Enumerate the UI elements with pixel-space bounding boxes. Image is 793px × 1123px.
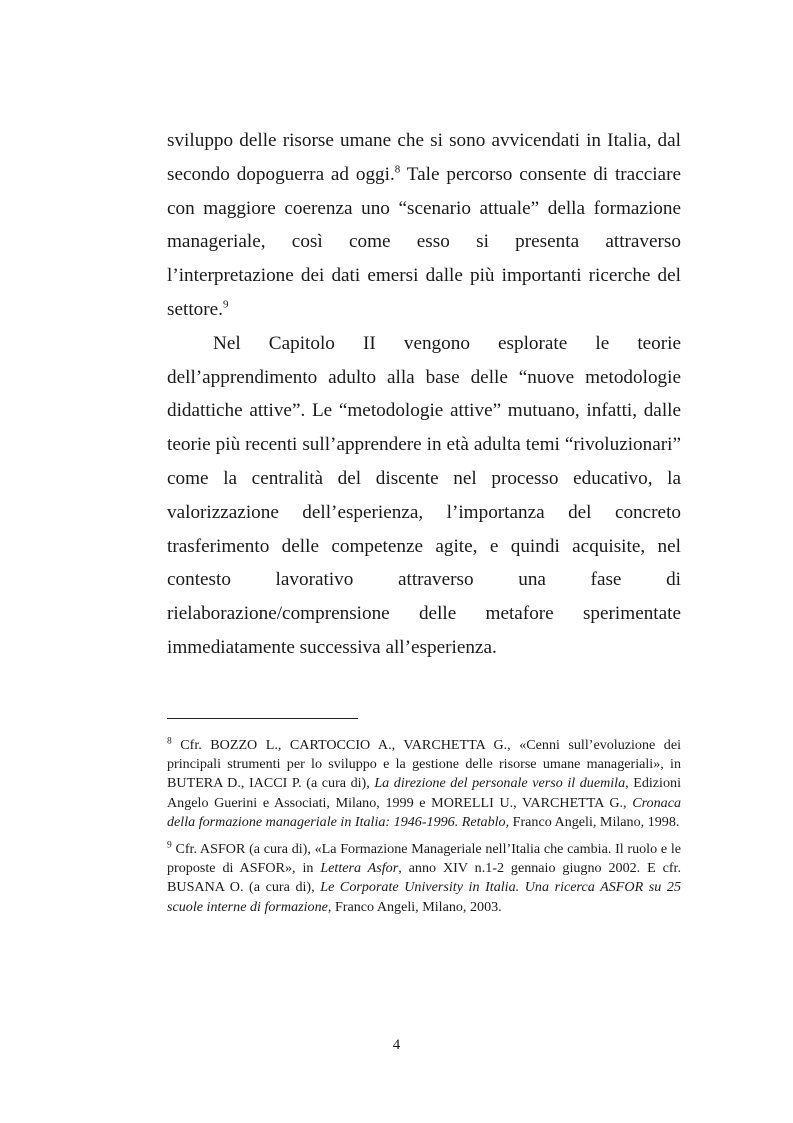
footnote-8-text-b: , Edizioni Angelo Guerini e Associati, Milano, 1999 e MORELLI U., VARCHETTA G.,	[167, 775, 681, 811]
footnote-separator	[167, 718, 358, 719]
paragraph-1	[167, 124, 681, 327]
paragraph-2: Nel Capitolo II vengono esplorate le teorie dell’apprendimento adulto alla base delle “nuove metodologie didattiche attive”. Le “metodologie attive” mutuano, infatti, dalle teorie più recenti sull’apprendere in età adulta temi “rivoluzionari” come la centralità del discente nel processo educativo, la valorizzazione dell’esperienza, l’importanza del concreto trasferimento delle competenze agite, e quindi acquisite, nel contesto lavorativo attraverso una fase di rielaborazione/comprensione delle metafore sperimentate immediatamente successiva all’esperienza.	[167, 332, 681, 658]
paragraph-1-text-a: sviluppo delle risorse umane che si sono avvicendati in Italia, dal secondo dopoguerra ad oggi.	[167, 130, 681, 185]
footnote-8	[167, 736, 681, 832]
footnote-9-text-b: , anno XIV n.1-2 gennaio giugno 2002. E cfr. BUSANA O. (a cura di),	[167, 860, 681, 896]
footnote-9-text-a: Cfr. ASFOR (a cura di), «La Formazione Manageriale nell’Italia che cambia. Il ruolo e le proposte di ASFOR», in	[167, 841, 681, 877]
footnote-9-title-1: Lettera Asfor	[320, 860, 399, 877]
footnote-8-text-c: Franco Angeli, Milano, 1998.	[509, 813, 680, 830]
page-number: 4	[392, 1037, 401, 1053]
main-text	[167, 124, 681, 665]
footnotes	[167, 736, 681, 925]
footnote-9-number: 9	[167, 840, 172, 851]
footnote-8-text-a: Cfr. BOZZO L., CARTOCCIO A., VARCHETTA G., «Cenni sull’evoluzione dei principali strumenti per lo sviluppo e la gestione delle risorse umane manageriali», in BUTERA D., IACCI P. (a cura di),	[167, 737, 681, 792]
footnote-8-number: 8	[167, 736, 172, 747]
footnote-8-title-2: Cronaca della formazione manageriale in Italia: 1946-1996. Retablo,	[167, 794, 681, 830]
footnote-9-title-2: Le Corporate University in Italia. Una ricerca ASFOR su 25 scuole interne di formazione	[167, 879, 681, 915]
footnote-9	[167, 840, 681, 917]
footnote-9-text-c: , Franco Angeli, Milano, 2003.	[327, 898, 502, 915]
paragraph-1-text-b: Tale percorso consente di tracciare con maggiore coerenza uno “scenario attuale” della formazione manageriale, così come esso si presenta attraverso l’interpretazione dei dati emersi dalle più importanti ricerche del settore.	[167, 163, 681, 320]
footnote-ref-9[interactable]: 9	[222, 298, 229, 311]
footnote-ref-8[interactable]: 8	[394, 163, 401, 176]
footnote-8-title-1: La direzione del personale verso il duemila	[374, 775, 626, 792]
